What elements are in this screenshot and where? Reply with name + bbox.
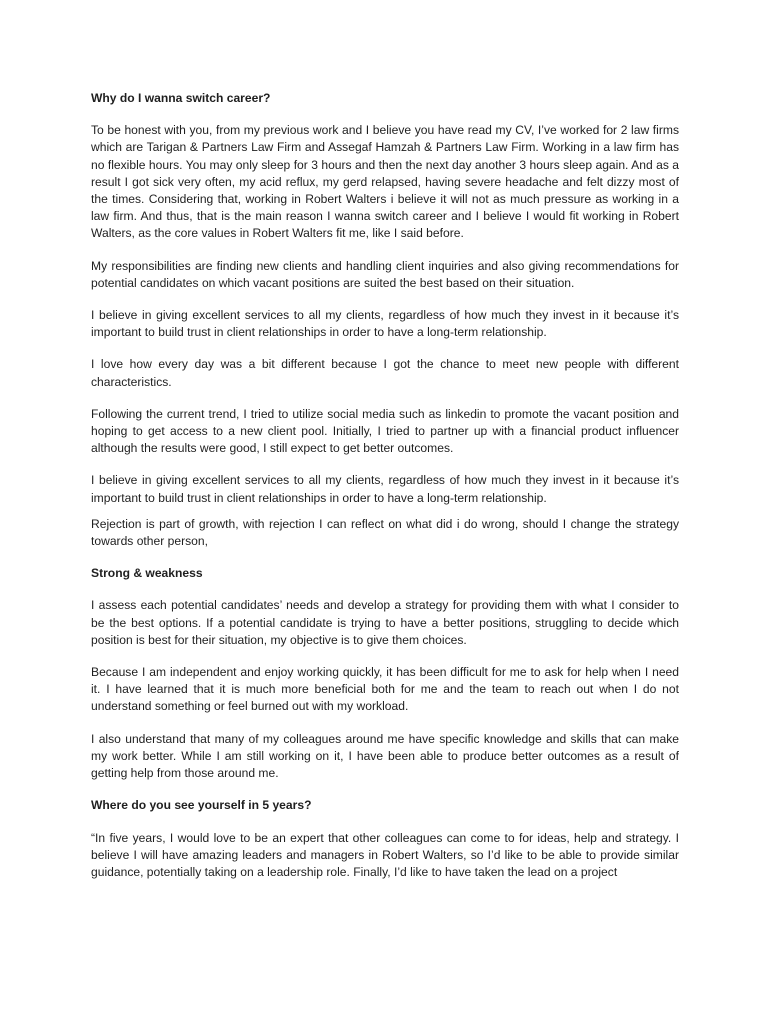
paragraph-excellent-services: I believe in giving excellent services to all my clients, regardless of how much they invest in it because it’s important to build trust in client relationships in order to have a long-term relationship. [91, 308, 679, 340]
paragraph-current-trend: Following the current trend, I tried to utilize social media such as linkedin to promote the vacant position and hoping to get access to a new client pool. Initially, I tried to partner up with a financial product influencer although the results were good, I still expect to get better outcomes. [91, 406, 679, 456]
paragraph-assess-candidates: I assess each potential candidates’ needs and develop a strategy for providing them with what I consider to be the best options. If a potential candidate is trying to have a better positions, struggling to decide which position is best for their situation, my objective is to give them choices. [91, 598, 679, 647]
paragraph-responsibilities: My responsibilities are finding new clients and handling client inquiries and also giving recommendations for potential candidates on which vacant positions are suited the best based on their situation. [91, 258, 679, 290]
paragraph-five-years: “In five years, I would love to be an expert that other colleagues can come to for ideas, help and strategy. I believe I will have amazing leaders and managers in Robert Walters, so I’d like to be able to provide similar guidance, potentially taking on a leadership role. Finally, I’d like to have taken the lead on a project [91, 830, 679, 879]
paragraph-colleagues: I also understand that many of my colleagues around me have specific knowledge and skills that can make my work better. While I am still working on it, I have been able to produce better outcomes as a result of getting help from those around me. [91, 731, 679, 781]
heading-strong-weakness: Strong & weakness [91, 566, 203, 581]
paragraph-excellent-services-repeat: I believe in giving excellent services to all my clients, regardless of how much they invest in it because it’s important to build trust in client relationships in order to have a long-term relationship. [91, 473, 679, 505]
paragraph-every-day-different: I love how every day was a bit different because I got the chance to meet new people with different characteristics. [91, 357, 679, 389]
paragraph-previous-work: To be honest with you, from my previous work and I believe you have read my CV, I’ve worked for 2 law firms which are Tarigan & Partners Law Firm and Assegaf Hamzah & Partners Law Firm. Working in a law firm has no flexible hours. You may only sleep for 3 hours and then the next day another 3 hours sleep again. And as a result I got sick very often, my acid reflux, my gerd relapsed, having severe headache and felt dizzy most of the times. Considering that, working in Robert Walters i believe it will not as much pressure as working in a law firm. And thus, that is the main reason I wanna switch career and I believe I would fit working in Robert Walters, as the core values in Robert Walters fit me, like I said before. [91, 123, 679, 241]
document-body [91, 90, 679, 896]
heading-why-switch-career: Why do I wanna switch career? [91, 91, 271, 105]
paragraph-rejection: Rejection is part of growth, with rejection I can reflect on what did i do wrong, should I change the strategy towards other person, [91, 516, 679, 549]
paragraph-independent: Because I am independent and enjoy working quickly, it has been difficult for me to ask for help when I need it. I have learned that it is much more beneficial both for me and the team to reach out when I do not understand something or feel burned out with my workload. [91, 665, 679, 714]
heading-five-years: Where do you see yourself in 5 years? [91, 798, 312, 813]
